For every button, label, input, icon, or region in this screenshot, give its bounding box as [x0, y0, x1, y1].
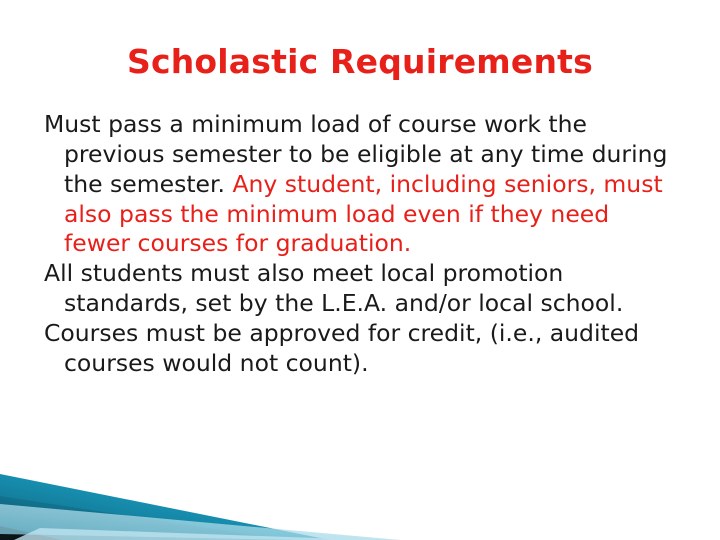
body-paragraph-1: [44, 110, 680, 259]
body-paragraph-2: [44, 259, 680, 319]
paragraph-1-red-run: Any student, including seniors, must also pass the minimum load even if they need fewer courses for graduation.: [64, 169, 663, 258]
paragraph-2-black-run: All students must also meet local promotion standards, set by the L.E.A. and/or local school.: [44, 259, 624, 318]
paragraph-3-black-run: Courses must be approved for credit, (i.e., audited courses would not count).: [44, 318, 640, 377]
decorative-corner-graphic: [0, 430, 720, 540]
page-title: Scholastic Requirements: [126, 42, 593, 81]
paragraph-1-black-run: Must pass a minimum load of course work the previous semester to be eligible at any time during the semester.: [44, 110, 668, 198]
slide-body: [44, 110, 680, 379]
body-paragraph-3: [44, 319, 680, 379]
